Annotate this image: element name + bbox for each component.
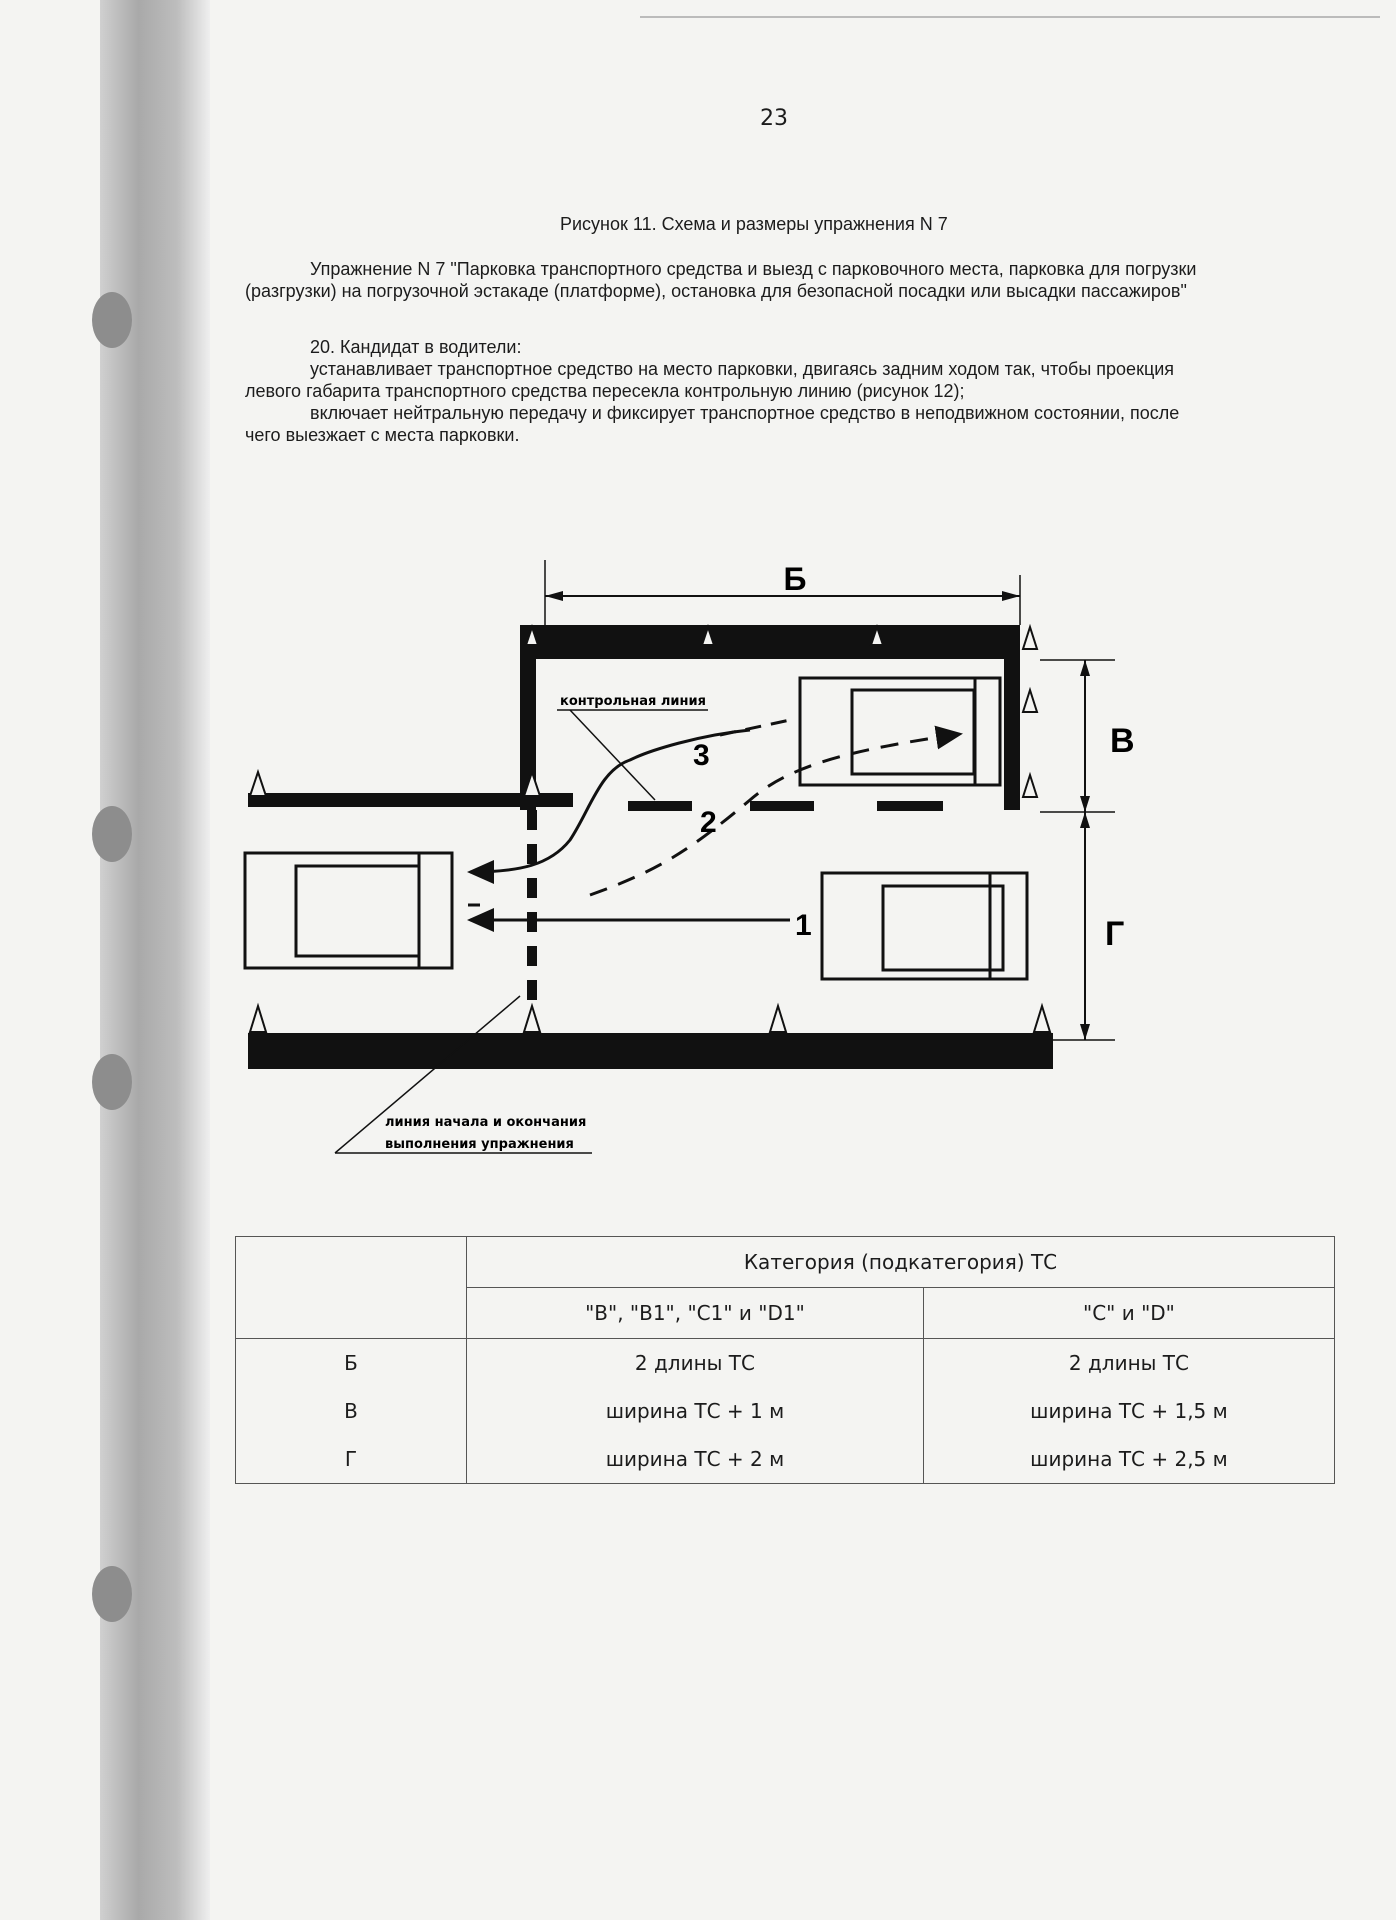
dim-b-label: Б [783, 561, 807, 597]
trajectory-3-label: 3 [693, 739, 710, 772]
table-col-c-header: "C" и "D" [923, 1288, 1334, 1339]
start-line-label-2: выполнения упражнения [385, 1137, 574, 1152]
page-number: 23 [760, 106, 788, 131]
table-row-labels [236, 1339, 467, 1484]
cone [1023, 690, 1037, 712]
value-g-col1: ширина ТС + 2 м [605, 1447, 785, 1471]
figure-caption: Рисунок 11. Схема и размеры упражнения N 7 [560, 214, 948, 234]
table-corner-cell [236, 1237, 467, 1339]
trajectory-3-start [720, 720, 790, 735]
cone [524, 1006, 540, 1032]
cone [1034, 1006, 1050, 1032]
value-g-col2: ширина ТС + 2,5 м [1030, 1447, 1228, 1471]
exercise-title-line-1: Упражнение N 7 "Парковка транспортного средства и выезд с парковочного места, парковка для погрузки [310, 259, 1197, 279]
bay-line-segment [628, 801, 692, 811]
trajectory-1-label: 1 [795, 909, 812, 942]
vehicle-left [245, 853, 452, 968]
item-20-line-1: устанавливает транспортное средство на место парковки, двигаясь задним ходом так, чтобы проекция [310, 359, 1175, 379]
value-b-col1: 2 длины ТС [634, 1351, 755, 1375]
parking-bay-right-wall [1004, 625, 1020, 810]
vehicle-parked [800, 678, 1000, 785]
value-v-col2: ширина ТС + 1,5 м [1030, 1399, 1228, 1423]
cone [1023, 627, 1037, 649]
control-line-label: контрольная линия [560, 694, 706, 709]
cone [770, 1006, 786, 1032]
cone [250, 1006, 266, 1032]
parking-bay-top-wall [520, 625, 1020, 659]
table-col-b-header: "B", "B1", "C1" и "D1" [467, 1288, 924, 1339]
trajectory-2-dashed [590, 734, 960, 895]
value-b-col2: 2 длины ТС [1068, 1351, 1189, 1375]
dim-g-label: Г [1105, 915, 1125, 953]
vehicle-right [822, 873, 1027, 979]
item-20-heading: 20. Кандидат в водители: [310, 337, 522, 357]
table-col-c-values [923, 1339, 1334, 1484]
start-line-label-1: линия начала и окончания [385, 1115, 587, 1130]
value-v-col1: ширина ТС + 1 м [605, 1399, 785, 1423]
item-20-line-3: включает нейтральную передачу и фиксирует транспортное средство в неподвижном состоянии, после [310, 403, 1180, 423]
cone [250, 772, 266, 796]
road-bottom-edge [248, 1033, 1053, 1069]
row-label-g: Г [344, 1447, 358, 1471]
exercise-title-line-2: (разгрузки) на погрузочной эстакаде (платформе), остановка для безопасной посадки или высадки пассажиров" [245, 281, 1187, 301]
item-20-line-4: чего выезжает с места парковки. [245, 425, 520, 445]
bay-line-segment [877, 801, 943, 811]
item-20-line-2: левого габарита транспортного средства пересекла контрольную линию (рисунок 12); [245, 381, 965, 401]
table-category-header: Категория (подкатегория) ТС [467, 1237, 1335, 1288]
trajectory-2-label: 2 [700, 806, 717, 839]
dim-v-label: В [1110, 722, 1135, 760]
row-label-v: В [344, 1399, 358, 1423]
category-dimensions-table [235, 1236, 1335, 1484]
cone [1023, 775, 1037, 797]
table-col-b-values [467, 1339, 924, 1484]
row-label-b: Б [344, 1351, 358, 1375]
bay-line-segment [750, 801, 814, 811]
